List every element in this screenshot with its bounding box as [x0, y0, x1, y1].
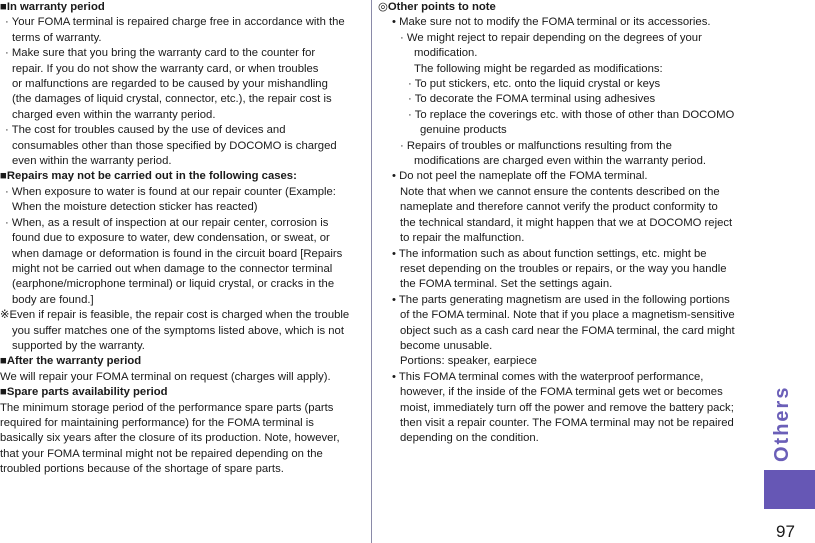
text-line: that your FOMA terminal might not be repaired depending on the: [0, 447, 323, 460]
bullet-item: • This FOMA terminal comes with the waterproof performance,: [392, 370, 704, 383]
text-line: We will repair your FOMA terminal on request (charges will apply).: [0, 370, 331, 383]
bullet-item: • The information such as about function settings, etc. might be: [392, 247, 707, 260]
text-line: The following might be regarded as modifications:: [414, 62, 663, 75]
text-line: · Make sure that you bring the warranty card to the counter for: [5, 47, 316, 60]
text-line: however, if the inside of the FOMA terminal gets wet or becomes: [400, 386, 723, 399]
section-tab-label: Others: [771, 385, 793, 462]
left-column: [0, 0, 366, 478]
text-line: object such as a cash card near the FOMA terminal, the card might: [400, 324, 735, 337]
text-line: · Your FOMA terminal is repaired charge free in accordance with the: [5, 16, 345, 29]
text-line: genuine products: [420, 124, 507, 137]
text-line: to repair the malfunction.: [400, 232, 525, 245]
text-line: when damage or deformation is found in the circuit board [Repairs: [12, 247, 343, 260]
text-line: might not be carried out when damage to the connector terminal: [12, 262, 333, 275]
bullet-item: • Make sure not to modify the FOMA terminal or its accessories.: [392, 16, 711, 29]
text-line: moist, immediately turn off the power and remove the battery pack;: [400, 401, 734, 414]
text-line: the technical standard, it might happen that we at DOCOMO reject: [400, 216, 733, 229]
text-line: consumables other than those specified by DOCOMO is charged: [12, 139, 337, 152]
text-line: of the FOMA terminal. Note that if you place a magnetism-sensitive: [400, 309, 735, 322]
text-line: (earphone/microphone terminal) or liquid crystal, or cracks in the: [12, 278, 335, 291]
text-line: basically six years after the closure of its production. Note, however,: [0, 432, 340, 445]
text-line: or malfunctions are regarded to be caused by your mishandling: [12, 78, 328, 91]
text-line: · To decorate the FOMA terminal using adhesives: [408, 93, 656, 106]
text-line: When the moisture detection sticker has reacted): [12, 201, 258, 214]
text-line: · To put stickers, etc. onto the liquid crystal or keys: [408, 78, 661, 91]
text-line: found due to exposure to water, dew condensation, or sweat, or: [12, 232, 330, 245]
text-line: · The cost for troubles caused by the use of devices and: [5, 124, 286, 137]
text-line: the FOMA terminal. Set the settings again.: [400, 278, 613, 291]
right-column: [378, 0, 762, 447]
text-line: become unusable.: [400, 339, 493, 352]
text-line: charged even within the warranty period.: [12, 108, 216, 121]
text-line: · We might reject to repair depending on the degrees of your: [400, 31, 702, 44]
section-heading-after-warranty: ■After the warranty period: [0, 355, 142, 368]
text-line: reset depending on the troubles or repairs, or the way you handle: [400, 262, 727, 275]
text-line: · Repairs of troubles or malfunctions resulting from the: [400, 139, 672, 152]
section-heading-other-points: ◎Other points to note: [378, 1, 496, 13]
bullet-item: • Do not peel the nameplate off the FOMA terminal.: [392, 170, 648, 183]
text-line: Note that when we cannot ensure the contents described on the: [400, 185, 720, 198]
section-heading-no-repair: ■Repairs may not be carried out in the following cases:: [0, 170, 297, 183]
text-line: repair. If you do not show the warranty card, or when troubles: [12, 62, 319, 75]
text-line: depending on the condition.: [400, 432, 539, 445]
text-line: supported by the warranty.: [12, 339, 145, 352]
text-line: · When, as a result of inspection at our repair center, corrosion is: [5, 216, 329, 229]
section-heading-spare-parts: ■Spare parts availability period: [0, 386, 168, 399]
text-line: nameplate and therefore cannot verify the product conformity to: [400, 201, 718, 214]
section-tab-marker: [764, 470, 815, 509]
text-line: modification.: [414, 47, 478, 60]
text-line: ※Even if repair is feasible, the repair cost is charged when the trouble: [0, 309, 350, 322]
text-line: · To replace the coverings etc. with those of other than DOCOMO: [408, 108, 735, 121]
text-line: (the damages of liquid crystal, connector, etc.), the repair cost is: [12, 93, 332, 106]
text-line: required for maintaining performance) for the FOMA terminal is: [0, 416, 314, 429]
text-line: then visit a repair counter. The FOMA terminal may not be repaired: [400, 416, 734, 429]
text-line: even within the warranty period.: [12, 155, 172, 168]
text-line: Portions: speaker, earpiece: [400, 355, 537, 368]
text-line: terms of warranty.: [12, 31, 102, 44]
text-line: body are found.]: [12, 293, 94, 306]
text-line: · When exposure to water is found at our repair counter (Example:: [5, 185, 336, 198]
text-line: The minimum storage period of the performance spare parts (parts: [0, 401, 334, 414]
text-line: modifications are charged even within the warranty period.: [414, 155, 706, 168]
bullet-item: • The parts generating magnetism are used in the following portions: [392, 293, 730, 306]
column-divider: [371, 0, 372, 543]
text-line: troubled portions because of the shortage of spare parts.: [0, 463, 284, 476]
section-heading-warranty: ■In warranty period: [0, 1, 105, 13]
page-number: 97: [776, 522, 795, 541]
text-line: you suffer matches one of the symptoms listed above, which is not: [12, 324, 344, 337]
